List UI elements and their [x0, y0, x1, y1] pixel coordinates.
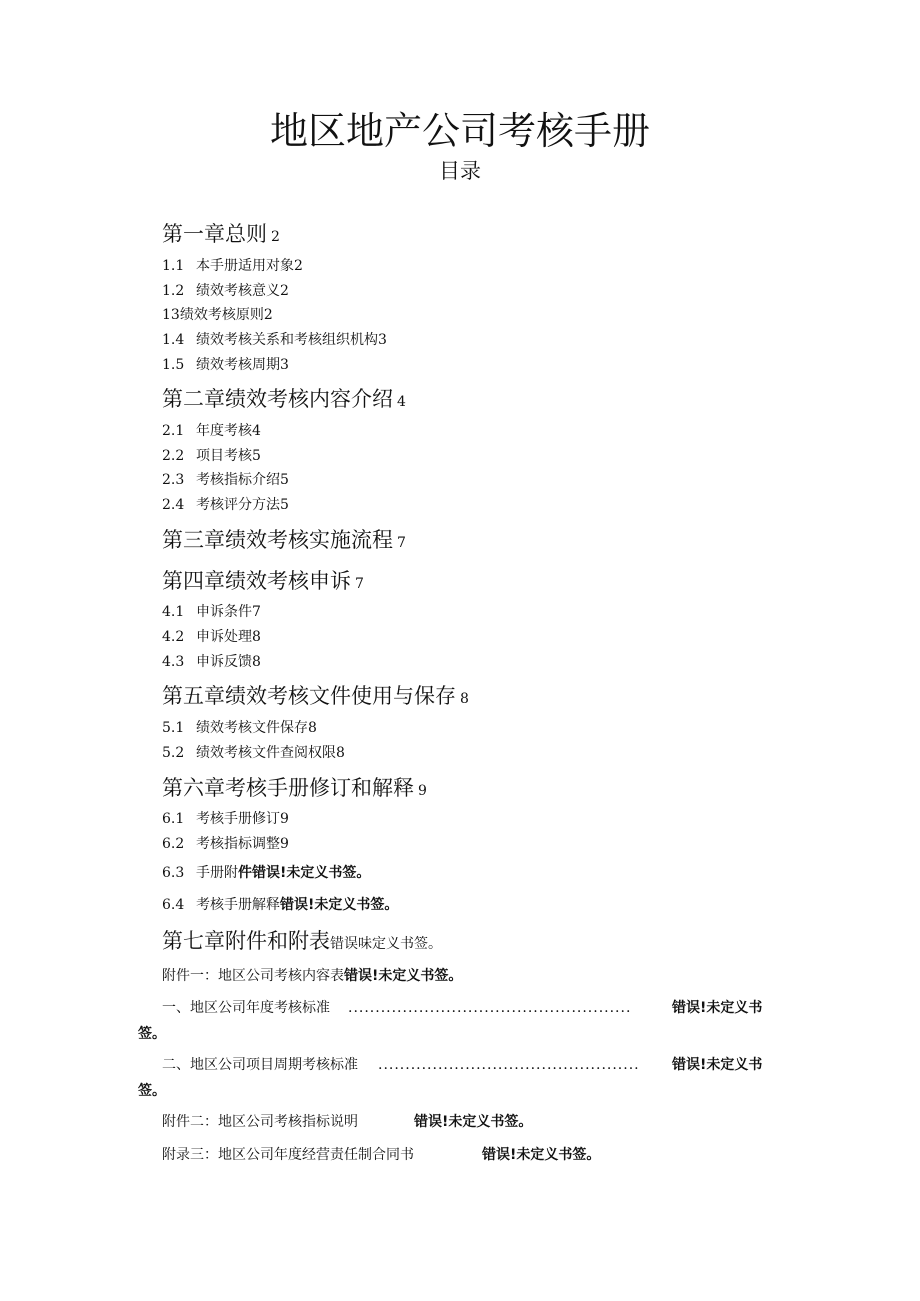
section-number: 2.1: [162, 423, 185, 439]
toc-attachment-1-annual-error: [672, 998, 762, 1018]
toc-chapter-5[interactable]: [162, 682, 469, 713]
toc-attachment-3-error: [482, 1145, 600, 1165]
section-title: 13绩效考核原则: [162, 307, 264, 323]
section-title: 项目考核: [196, 448, 252, 464]
toc-section-1-2[interactable]: [162, 281, 289, 301]
section-title: 考核手册修订: [196, 811, 280, 827]
page-number: 5: [252, 448, 261, 464]
page-number: 8: [308, 720, 317, 736]
chapter-title: 第四章绩效考核申诉: [162, 569, 351, 593]
toc-section-5-2[interactable]: [162, 743, 345, 763]
section-number: 6.3: [162, 865, 185, 881]
section-title: 绩效考核文件查阅权限: [196, 745, 336, 761]
page-number: 9: [280, 811, 289, 827]
page-number: 2: [263, 307, 273, 323]
bookmark-error-text: 件错误!未定义书签。: [238, 865, 371, 881]
page-number: 2: [294, 258, 303, 274]
page-number: 4: [252, 423, 261, 439]
section-number: 2.4: [162, 497, 185, 513]
toc-section-6-3[interactable]: [162, 863, 370, 883]
toc-attachment-2[interactable]: [162, 1112, 358, 1132]
toc-chapter-4[interactable]: [162, 567, 364, 598]
toc-attachment-1-project-wrap: [138, 1081, 166, 1101]
page-number: 3: [378, 332, 387, 348]
page-number: 9: [418, 783, 427, 799]
section-number: 5.1: [162, 720, 185, 736]
bookmark-error-text: 签。: [138, 1026, 166, 1042]
toc-section-1-3[interactable]: [162, 305, 273, 325]
page-number: 3: [280, 357, 289, 373]
toc-section-4-1[interactable]: [162, 602, 261, 622]
section-title: 手册附: [196, 865, 238, 881]
toc-attachment-1-annual[interactable]: [162, 998, 330, 1018]
page-number: 7: [252, 604, 261, 620]
section-number: 5.2: [162, 745, 185, 761]
bookmark-error-text: 错误!未定义书签。: [280, 897, 399, 913]
page-number: 8: [460, 691, 469, 707]
section-title: 绩效考核意义: [196, 283, 280, 299]
attachment-title: 一、地区公司年度考核标准: [162, 1000, 330, 1016]
section-title: 绩效考核文件保存: [196, 720, 308, 736]
toc-section-2-4[interactable]: [162, 495, 289, 515]
chapter-title: 第三章绩效考核实施流程: [162, 528, 393, 552]
toc-section-1-5[interactable]: [162, 355, 289, 375]
bookmark-error-text: 错误!未定义书签。: [344, 968, 463, 984]
section-number: 1.1: [162, 258, 185, 274]
page-number: 5: [280, 497, 289, 513]
toc-chapter-6[interactable]: [162, 774, 427, 805]
page-number: 2: [280, 283, 289, 299]
chapter-title: 第二章绩效考核内容介绍: [162, 387, 393, 411]
toc-attachment-1-project[interactable]: [162, 1055, 358, 1075]
section-number: 4.1: [162, 604, 185, 620]
document-title: 地区地产公司考核手册: [269, 109, 650, 153]
toc-chapter-1[interactable]: [162, 220, 280, 251]
bookmark-error-text: 错误味定义书签。: [330, 936, 442, 952]
section-title: 年度考核: [196, 423, 252, 439]
toc-section-4-3[interactable]: [162, 652, 261, 672]
toc-section-6-4[interactable]: [162, 895, 398, 915]
page-number: 2: [271, 229, 280, 245]
attachment-title: 附录三：地区公司年度经营责任制合同书: [162, 1147, 414, 1163]
toc-attachment-2-error: [414, 1112, 532, 1132]
leader-dots: ................................................: [378, 1057, 640, 1073]
section-number: 2.2: [162, 448, 185, 464]
page-number: 7: [355, 576, 364, 592]
bookmark-error-text: 错误!未定义书: [672, 1057, 763, 1073]
page-number: 8: [336, 745, 345, 761]
section-number: 1.2: [162, 283, 185, 299]
section-number: 2.3: [162, 472, 185, 488]
attachment-title: 二、地区公司项目周期考核标准: [162, 1057, 358, 1073]
section-title: 绩效考核周期: [196, 357, 280, 373]
toc-chapter-3[interactable]: [162, 526, 406, 557]
section-title: 申诉处理: [196, 629, 252, 645]
chapter-title: 第六章考核手册修订和解释: [162, 776, 414, 800]
toc-section-1-4[interactable]: [162, 330, 387, 350]
page-number: 7: [397, 535, 406, 551]
chapter-title: 第五章绩效考核文件使用与保存: [162, 684, 456, 708]
section-number: 4.2: [162, 629, 185, 645]
bookmark-error-text: 错误!未定义书签。: [414, 1114, 533, 1130]
section-title: 本手册适用对象: [196, 258, 294, 274]
section-title: 考核评分方法: [196, 497, 280, 513]
page-number: 8: [252, 654, 261, 670]
chapter-title: 第一章总则: [162, 222, 267, 246]
section-number: 1.5: [162, 357, 185, 373]
toc-section-2-3[interactable]: [162, 470, 289, 490]
toc-heading: 目录: [439, 159, 481, 183]
section-title: 申诉反馈: [196, 654, 252, 670]
section-title: 考核指标介绍: [196, 472, 280, 488]
bookmark-error-text: 错误!未定义书: [672, 1000, 763, 1016]
section-number: 1.4: [162, 332, 185, 348]
toc-section-2-1[interactable]: [162, 421, 261, 441]
toc-section-1-1[interactable]: [162, 256, 303, 276]
toc-chapter-2[interactable]: [162, 385, 406, 416]
toc-section-6-1[interactable]: [162, 809, 289, 829]
toc-section-2-2[interactable]: [162, 446, 261, 466]
section-number: 6.4: [162, 897, 185, 913]
page-number: 8: [252, 629, 261, 645]
attachment-title: 附件二：地区公司考核指标说明: [162, 1114, 358, 1130]
toc-section-5-1[interactable]: [162, 718, 317, 738]
page-number: 9: [280, 836, 289, 852]
section-title: 考核指标调整: [196, 836, 280, 852]
toc-attachment-1-annual-wrap: [138, 1024, 166, 1044]
section-number: 6.2: [162, 836, 185, 852]
toc-attachment-3[interactable]: [162, 1145, 414, 1165]
toc-attachment-1-project-error: [672, 1055, 762, 1075]
section-title: 绩效考核关系和考核组织机构: [196, 332, 378, 348]
bookmark-error-text: 签。: [138, 1083, 166, 1099]
chapter-title: 第七章附件和附表: [162, 929, 330, 953]
page-number: 5: [280, 472, 289, 488]
section-title: 考核手册解释: [196, 897, 280, 913]
toc-section-6-2[interactable]: [162, 834, 289, 854]
toc-section-4-2[interactable]: [162, 627, 261, 647]
leader-dots: ....................................................: [348, 1000, 632, 1016]
page-number: 4: [397, 394, 406, 410]
attachment-title: 附件一：地区公司考核内容表: [162, 968, 344, 984]
bookmark-error-text: 错误!未定义书签。: [482, 1147, 601, 1163]
toc-attachment-1[interactable]: [162, 966, 462, 986]
section-number: 4.3: [162, 654, 185, 670]
section-title: 申诉条件: [196, 604, 252, 620]
toc-chapter-7[interactable]: [162, 927, 442, 958]
section-number: 6.1: [162, 811, 185, 827]
